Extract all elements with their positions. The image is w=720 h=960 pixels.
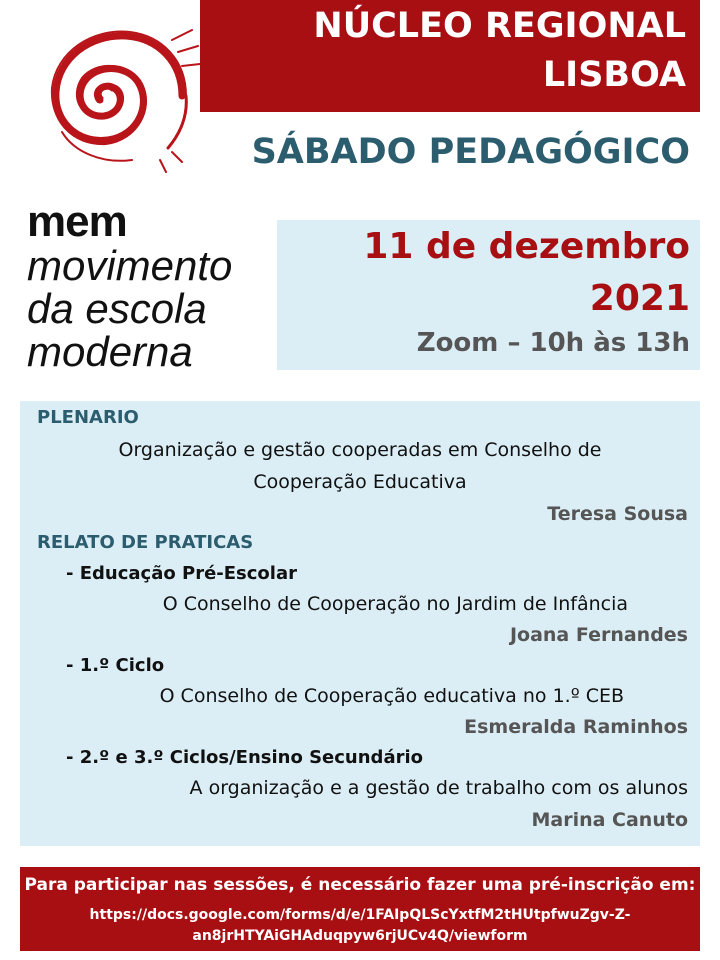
plenario-speaker: Teresa Sousa [547,503,688,525]
event-time: Zoom – 10h às 13h [416,328,690,358]
relato-level-2: - 1.º Ciclo [66,655,165,676]
relato-speaker-2: Esmeralda Raminhos [464,716,688,738]
plenario-title-line1: Organização e gestão cooperadas em Conselho de [118,439,602,461]
registration-link[interactable] [20,905,700,947]
program-box [20,401,700,846]
mem-acronym: mem [27,197,127,246]
plenario-heading: PLENARIO [37,407,139,428]
plenario-title-line2: Cooperação Educativa [253,471,467,493]
registration-url-line1[interactable]: https://docs.google.com/forms/d/e/1FAIpQLScYxtfM2tHUtpfwuZgv-Z- [89,907,631,923]
relato-title-1: O Conselho de Cooperação no Jardim de Infância [162,593,628,615]
region-banner [200,0,700,112]
relato-title-3: A organização e a gestão de trabalho com os alunos [189,777,688,799]
relato-speaker-1: Joana Fernandes [509,624,688,646]
region-title-line1: NÚCLEO REGIONAL [313,6,686,46]
event-date: 11 de dezembro [363,226,690,267]
registration-url-line2[interactable]: an8jrHTYAiGHAduqpyw6rjUCv4Q/viewform [192,928,528,944]
mem-spiral-logo-icon [22,12,200,180]
event-date-box [277,220,700,370]
event-year: 2021 [589,278,690,319]
event-subtitle: SÁBADO PEDAGÓGICO [251,132,690,172]
relato-level-1: - Educação Pré-Escolar [66,563,297,584]
relato-level-3: - 2.º e 3.º Ciclos/Ensino Secundário [66,747,424,768]
relato-speaker-3: Marina Canuto [531,809,688,831]
region-title-line2: LISBOA [542,55,686,95]
mem-wordmark [27,197,233,375]
mem-name-line2: da escola [27,285,207,332]
registration-footer [20,867,700,951]
relato-title-2: O Conselho de Cooperação educativa no 1.º CEB [159,685,624,707]
mem-name-line1: movimento [27,242,233,289]
relato-heading: RELATO DE PRATICAS [37,532,254,553]
registration-instruction: Para participar nas sessões, é necessário fazer uma pré-inscrição em: [24,875,696,895]
mem-name-line3: moderna [27,328,193,375]
